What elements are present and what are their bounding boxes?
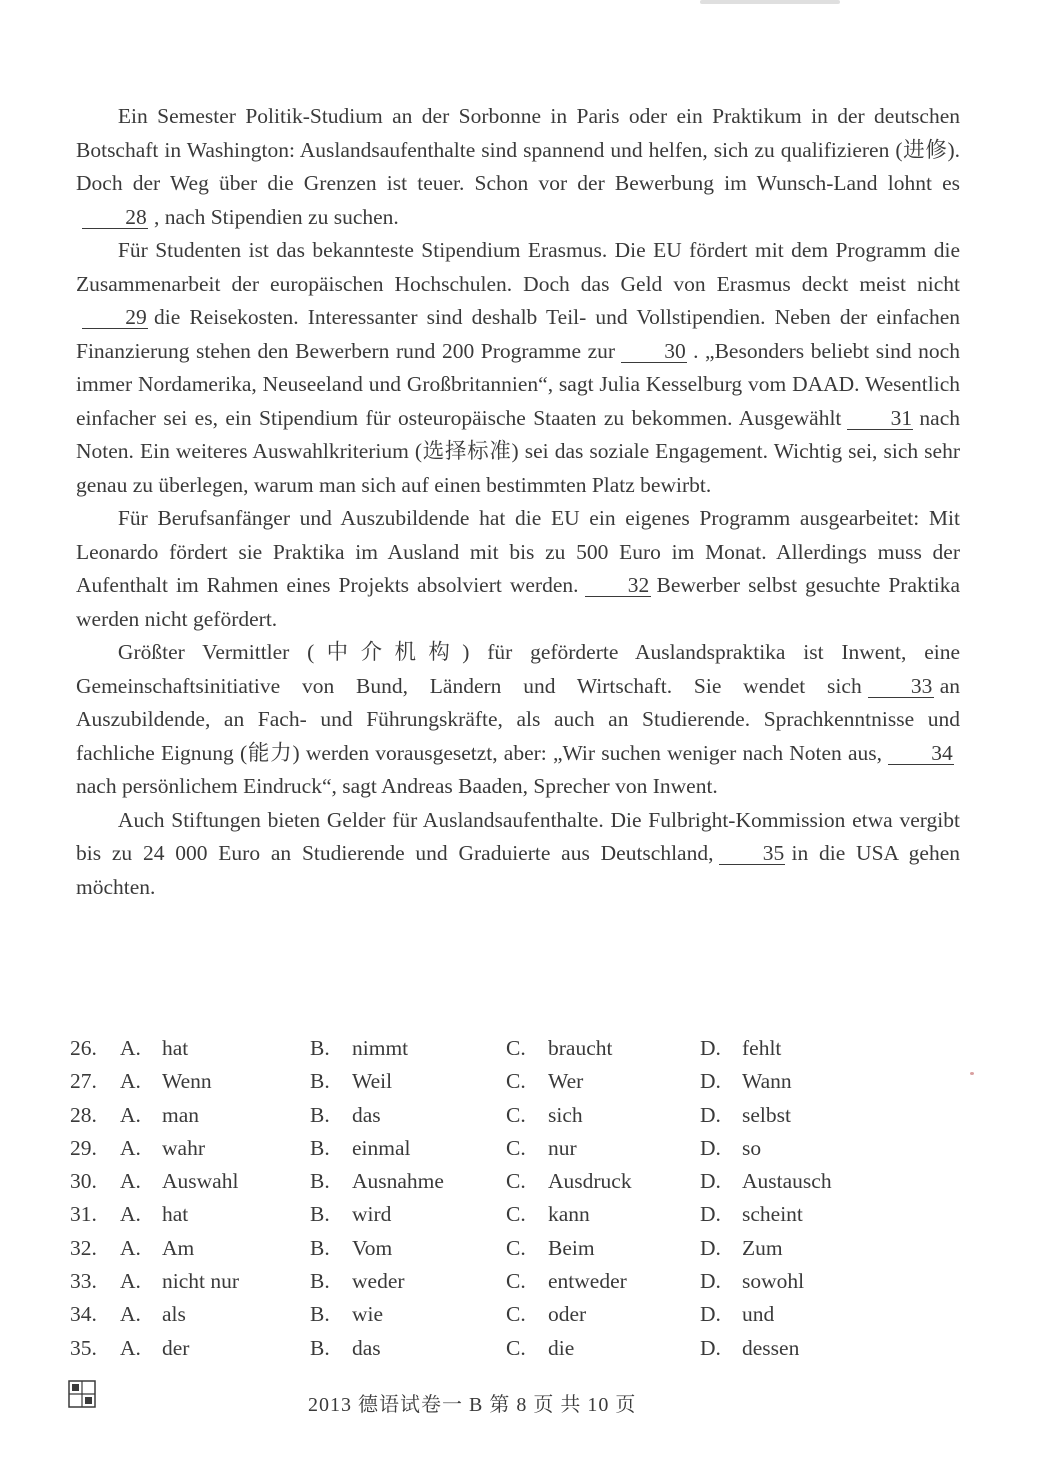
- option-d: [700, 1036, 781, 1061]
- option-b: [310, 1202, 391, 1227]
- option-text: die: [548, 1335, 575, 1360]
- scan-speck: [970, 1072, 974, 1075]
- passage-text: nach Noten. Ein weiteres Auswahlkriterium (选择标准) sei das soziale Engagement. Wichtig sei, sich sehr genau zu überlegen, warum man sich auf einen bestimmten Platz bewirbt.: [76, 405, 960, 497]
- option-text: Beim: [548, 1235, 595, 1260]
- passage-paragraph: [76, 100, 960, 234]
- option-letter: A.: [120, 1069, 141, 1094]
- option-b: [310, 1136, 411, 1161]
- option-text: Ausdruck: [548, 1169, 632, 1194]
- option-b: [310, 1302, 383, 1327]
- reading-passage: [76, 100, 960, 904]
- passage-text: Für Studenten ist das bekannteste Stipendium Erasmus. Die EU fördert mit dem Programm die Zusammenarbeit der europäischen Hochschulen. Doch das Geld von Erasmus deckt meist nicht: [76, 238, 960, 296]
- option-letter: C.: [506, 1036, 526, 1060]
- option-text: Zum: [742, 1235, 783, 1260]
- option-text: sowohl: [742, 1269, 805, 1294]
- option-text: Wann: [742, 1069, 792, 1094]
- option-d: [700, 1202, 803, 1227]
- blank-33: 33: [868, 675, 934, 698]
- option-d: [700, 1103, 791, 1128]
- option-text: braucht: [548, 1036, 613, 1060]
- option-text: Am: [162, 1235, 195, 1260]
- option-letter: C.: [506, 1169, 526, 1194]
- option-row: [70, 1302, 890, 1335]
- passage-text: , nach Stipendien zu suchen.: [154, 204, 399, 229]
- option-letter: B.: [310, 1135, 330, 1160]
- option-text: und: [742, 1302, 775, 1327]
- passage-text: Ein Semester Politik-Studium an der Sorbonne in Paris oder ein Praktikum in der deutschen Botschaft in Washington: Auslandsaufenthalte sind spannend und helfen, sich zu qualifizieren (进修). Doch der Weg über die Grenzen ist teuer. Schon vor der Bewerbung im Wunsch-Land lohnt es: [76, 104, 960, 195]
- option-letter: C.: [506, 1102, 526, 1127]
- option-a: [120, 1269, 239, 1294]
- option-text: Ausnahme: [352, 1169, 444, 1194]
- option-letter: D.: [700, 1069, 721, 1094]
- option-letter: D.: [700, 1302, 721, 1327]
- question-number: 30.: [70, 1169, 97, 1194]
- option-letter: B.: [310, 1036, 330, 1060]
- answer-options: [70, 1036, 890, 1369]
- option-letter: D.: [700, 1269, 721, 1294]
- option-text: hat: [162, 1036, 189, 1060]
- option-letter: B.: [310, 1335, 330, 1360]
- scan-artifact: [700, 0, 840, 4]
- option-b: [310, 1036, 408, 1061]
- option-letter: A.: [120, 1269, 141, 1294]
- option-row: [70, 1069, 890, 1102]
- question-number: 33.: [70, 1269, 97, 1294]
- passage-text: Auch Stiftungen bieten Gelder für Auslandsaufenthalte. Die Fulbright-Kommission etwa vergibt bis zu 24 000 Euro an Studierende und Graduierte aus Deutschland,: [76, 807, 960, 865]
- option-letter: C.: [506, 1202, 526, 1227]
- option-row: [70, 1236, 890, 1269]
- option-row: [70, 1269, 890, 1302]
- footer-text: 2013 德语试卷一 B 第 8 页 共 10 页: [308, 1394, 637, 1416]
- option-text: wahr: [162, 1135, 205, 1160]
- option-text: das: [352, 1335, 381, 1360]
- passage-text: in die USA gehen möchten.: [76, 841, 960, 899]
- option-c: [506, 1336, 574, 1361]
- passage-text: nach persönlichem Eindruck“, sagt Andreas Baaden, Sprecher von Inwent.: [76, 774, 718, 798]
- option-text: der: [162, 1335, 190, 1360]
- option-text: wie: [352, 1302, 384, 1327]
- passage-text: an Auszubildende, an Fach- und Führungskräfte, als auch an Studierende. Sprachkenntnisse und fachliche Eignung (能力) werden vorausgesetzt, aber: „Wir suchen weniger nach Noten aus,: [76, 673, 960, 765]
- option-text: Wer: [548, 1069, 584, 1094]
- option-letter: C.: [506, 1069, 526, 1094]
- option-letter: B.: [310, 1102, 330, 1127]
- option-c: [506, 1302, 586, 1327]
- blank-34: 34: [888, 742, 954, 765]
- blank-28: 28: [82, 206, 148, 229]
- option-a: [120, 1302, 186, 1327]
- option-d: [700, 1069, 792, 1094]
- option-letter: A.: [120, 1036, 141, 1060]
- option-d: [700, 1302, 774, 1327]
- option-b: [310, 1236, 392, 1261]
- option-c: [506, 1036, 612, 1061]
- question-number: 32.: [70, 1235, 97, 1260]
- option-a: [120, 1202, 188, 1227]
- option-text: als: [162, 1302, 186, 1327]
- question-number: 28.: [70, 1102, 97, 1127]
- option-text: weder: [352, 1269, 405, 1294]
- passage-paragraph: [76, 636, 960, 804]
- option-letter: A.: [120, 1202, 141, 1227]
- option-row: [70, 1202, 890, 1235]
- question-number: 27.: [70, 1069, 97, 1094]
- option-c: [506, 1269, 627, 1294]
- option-letter: A.: [120, 1235, 141, 1260]
- blank-35: 35: [719, 842, 785, 865]
- option-letter: B.: [310, 1169, 330, 1194]
- passage-text: Für Berufsanfänger und Auszubildende hat die EU ein eigenes Programm ausgearbeitet: Mit Leonardo fördert sie Praktika im Ausland mit bis zu 500 Euro im Monat. Allerdings muss der Aufenthalt im Rahmen eines Projekts absolviert werden.: [76, 506, 960, 597]
- option-c: [506, 1069, 583, 1094]
- blank-32: 32: [585, 574, 651, 597]
- option-d: [700, 1336, 799, 1361]
- option-text: scheint: [742, 1202, 803, 1227]
- option-text: kann: [548, 1202, 590, 1227]
- passage-text: die Reisekosten. Interessanter sind deshalb Teil- und Vollstipendien. Neben der einfachen Finanzierung stehen den Bewerbern rund 200 Programme zur: [76, 305, 960, 363]
- option-a: [120, 1136, 205, 1161]
- passage-paragraph: [76, 804, 960, 905]
- option-letter: A.: [120, 1335, 141, 1360]
- blank-29: 29: [82, 306, 148, 329]
- option-letter: C.: [506, 1269, 526, 1294]
- question-number: 29.: [70, 1135, 97, 1160]
- option-row: [70, 1336, 890, 1369]
- question-number: 35.: [70, 1335, 97, 1360]
- option-letter: C.: [506, 1302, 526, 1327]
- option-text: man: [162, 1102, 200, 1127]
- option-letter: D.: [700, 1202, 721, 1227]
- option-letter: D.: [700, 1169, 721, 1194]
- option-letter: C.: [506, 1235, 526, 1260]
- grid-mark-icon: [68, 1380, 96, 1408]
- question-number: 31.: [70, 1202, 97, 1227]
- option-text: das: [352, 1102, 381, 1127]
- option-text: hat: [162, 1202, 189, 1227]
- option-b: [310, 1336, 381, 1361]
- option-row: [70, 1103, 890, 1136]
- option-text: nicht nur: [162, 1269, 240, 1294]
- option-text: wird: [352, 1202, 392, 1227]
- option-text: Auswahl: [162, 1169, 239, 1194]
- passage-paragraph: [76, 502, 960, 636]
- option-c: [506, 1136, 577, 1161]
- option-a: [120, 1236, 194, 1261]
- option-letter: C.: [506, 1335, 526, 1360]
- passage-text: Bewerber selbst gesuchte Praktika werden nicht gefördert.: [76, 573, 960, 631]
- option-letter: B.: [310, 1069, 330, 1094]
- option-letter: A.: [120, 1102, 141, 1127]
- option-text: nur: [548, 1135, 577, 1160]
- option-d: [700, 1136, 761, 1161]
- option-d: [700, 1269, 804, 1294]
- option-letter: D.: [700, 1235, 721, 1260]
- option-letter: A.: [120, 1169, 141, 1194]
- option-row: [70, 1136, 890, 1169]
- blank-31: 31: [847, 407, 913, 430]
- option-row: [70, 1036, 890, 1069]
- option-text: Vom: [352, 1235, 393, 1260]
- option-letter: D.: [700, 1335, 721, 1360]
- option-b: [310, 1269, 405, 1294]
- option-c: [506, 1103, 583, 1128]
- option-text: dessen: [742, 1335, 800, 1360]
- option-b: [310, 1069, 392, 1094]
- option-a: [120, 1036, 188, 1061]
- option-letter: D.: [700, 1102, 721, 1127]
- option-letter: A.: [120, 1135, 141, 1160]
- option-letter: D.: [700, 1135, 721, 1160]
- option-letter: B.: [310, 1235, 330, 1260]
- option-a: [120, 1103, 199, 1128]
- option-letter: A.: [120, 1302, 141, 1327]
- option-text: so: [742, 1135, 762, 1160]
- option-c: [506, 1202, 590, 1227]
- option-text: Weil: [352, 1069, 393, 1094]
- option-c: [506, 1236, 595, 1261]
- question-number: 34.: [70, 1302, 97, 1327]
- option-letter: B.: [310, 1269, 330, 1294]
- option-b: [310, 1103, 381, 1128]
- blank-30: 30: [621, 340, 687, 363]
- passage-text: . „Besonders beliebt sind noch immer Nordamerika, Neuseeland und Großbritannien“, sagt Julia Kesselburg vom DAAD. Wesentlich einfacher sei es, ein Stipendium für osteuropäische Staaten zu bekommen. Ausgewählt: [76, 338, 960, 430]
- question-number: 26.: [70, 1036, 97, 1060]
- option-b: [310, 1169, 444, 1194]
- option-a: [120, 1169, 238, 1194]
- passage-text: Größter Vermittler (中介机构) für geförderte Auslandspraktika ist Inwent, eine Gemeinschaftsinitiative von Bund, Ländern und Wirtschaft. Sie wendet sich: [76, 640, 960, 698]
- option-text: nimmt: [352, 1036, 409, 1060]
- option-a: [120, 1069, 212, 1094]
- option-text: einmal: [352, 1135, 411, 1160]
- option-text: selbst: [742, 1102, 791, 1127]
- option-text: Austausch: [742, 1169, 832, 1194]
- option-d: [700, 1169, 832, 1194]
- option-text: entweder: [548, 1269, 627, 1294]
- option-letter: C.: [506, 1135, 526, 1160]
- passage-paragraph: [76, 234, 960, 502]
- option-text: oder: [548, 1302, 587, 1327]
- option-c: [506, 1169, 632, 1194]
- option-d: [700, 1236, 783, 1261]
- option-letter: B.: [310, 1302, 330, 1327]
- option-text: Wenn: [162, 1069, 212, 1094]
- option-letter: D.: [700, 1036, 721, 1060]
- option-row: [70, 1169, 890, 1202]
- option-text: sich: [548, 1102, 583, 1127]
- option-a: [120, 1336, 189, 1361]
- option-letter: B.: [310, 1202, 330, 1227]
- option-text: fehlt: [742, 1036, 782, 1060]
